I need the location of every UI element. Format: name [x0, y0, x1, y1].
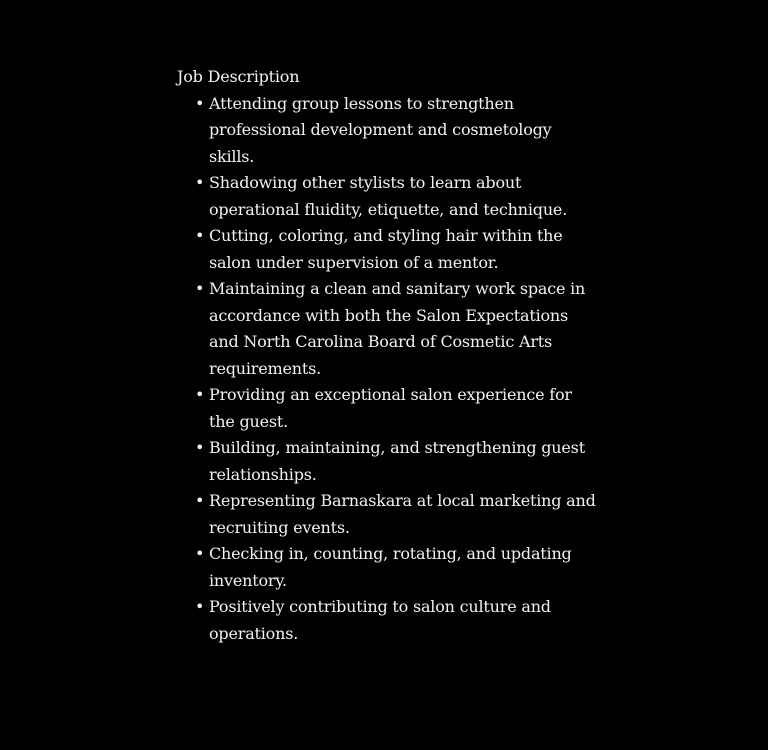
list-item	[195, 435, 597, 488]
list-item-text: Positively contributing to salon culture and operations.	[209, 597, 551, 643]
list-item-text: Cutting, coloring, and styling hair within the salon under supervision of a mentor.	[209, 226, 563, 272]
duties-list	[177, 91, 597, 648]
list-item-text: Maintaining a clean and sanitary work space in accordance with both the Salon Expectations and North Carolina Board of Cosmetic Arts requirements.	[209, 279, 586, 378]
bullet-icon: •	[195, 279, 205, 298]
list-item-text: Building, maintaining, and strengthening guest relationships.	[209, 438, 585, 484]
section-heading: Job Description	[177, 67, 300, 86]
list-item-text: Attending group lessons to strengthen professional development and cosmetology skills.	[209, 93, 552, 166]
bullet-icon: •	[195, 173, 205, 192]
job-description-section	[177, 64, 597, 647]
list-item	[195, 170, 597, 223]
list-item	[195, 541, 597, 594]
bullet-icon: •	[195, 385, 205, 404]
bullet-icon: •	[195, 226, 205, 245]
list-item-text: Representing Barnaskara at local marketing and recruiting events.	[209, 491, 596, 537]
list-item	[195, 488, 597, 541]
list-item-text: Checking in, counting, rotating, and updating inventory.	[209, 544, 572, 590]
bullet-icon: •	[195, 491, 205, 510]
list-item	[195, 223, 597, 276]
list-item	[195, 91, 597, 171]
bullet-icon: •	[195, 93, 205, 113]
bullet-icon: •	[195, 597, 205, 616]
list-item	[195, 594, 597, 647]
list-item	[195, 382, 597, 435]
bullet-icon: •	[195, 438, 205, 457]
list-item	[195, 276, 597, 382]
list-item-text: Shadowing other stylists to learn about operational fluidity, etiquette, and technique.	[209, 173, 568, 219]
list-item-text: Providing an exceptional salon experience for the guest.	[209, 385, 572, 431]
bullet-icon: •	[195, 544, 205, 563]
